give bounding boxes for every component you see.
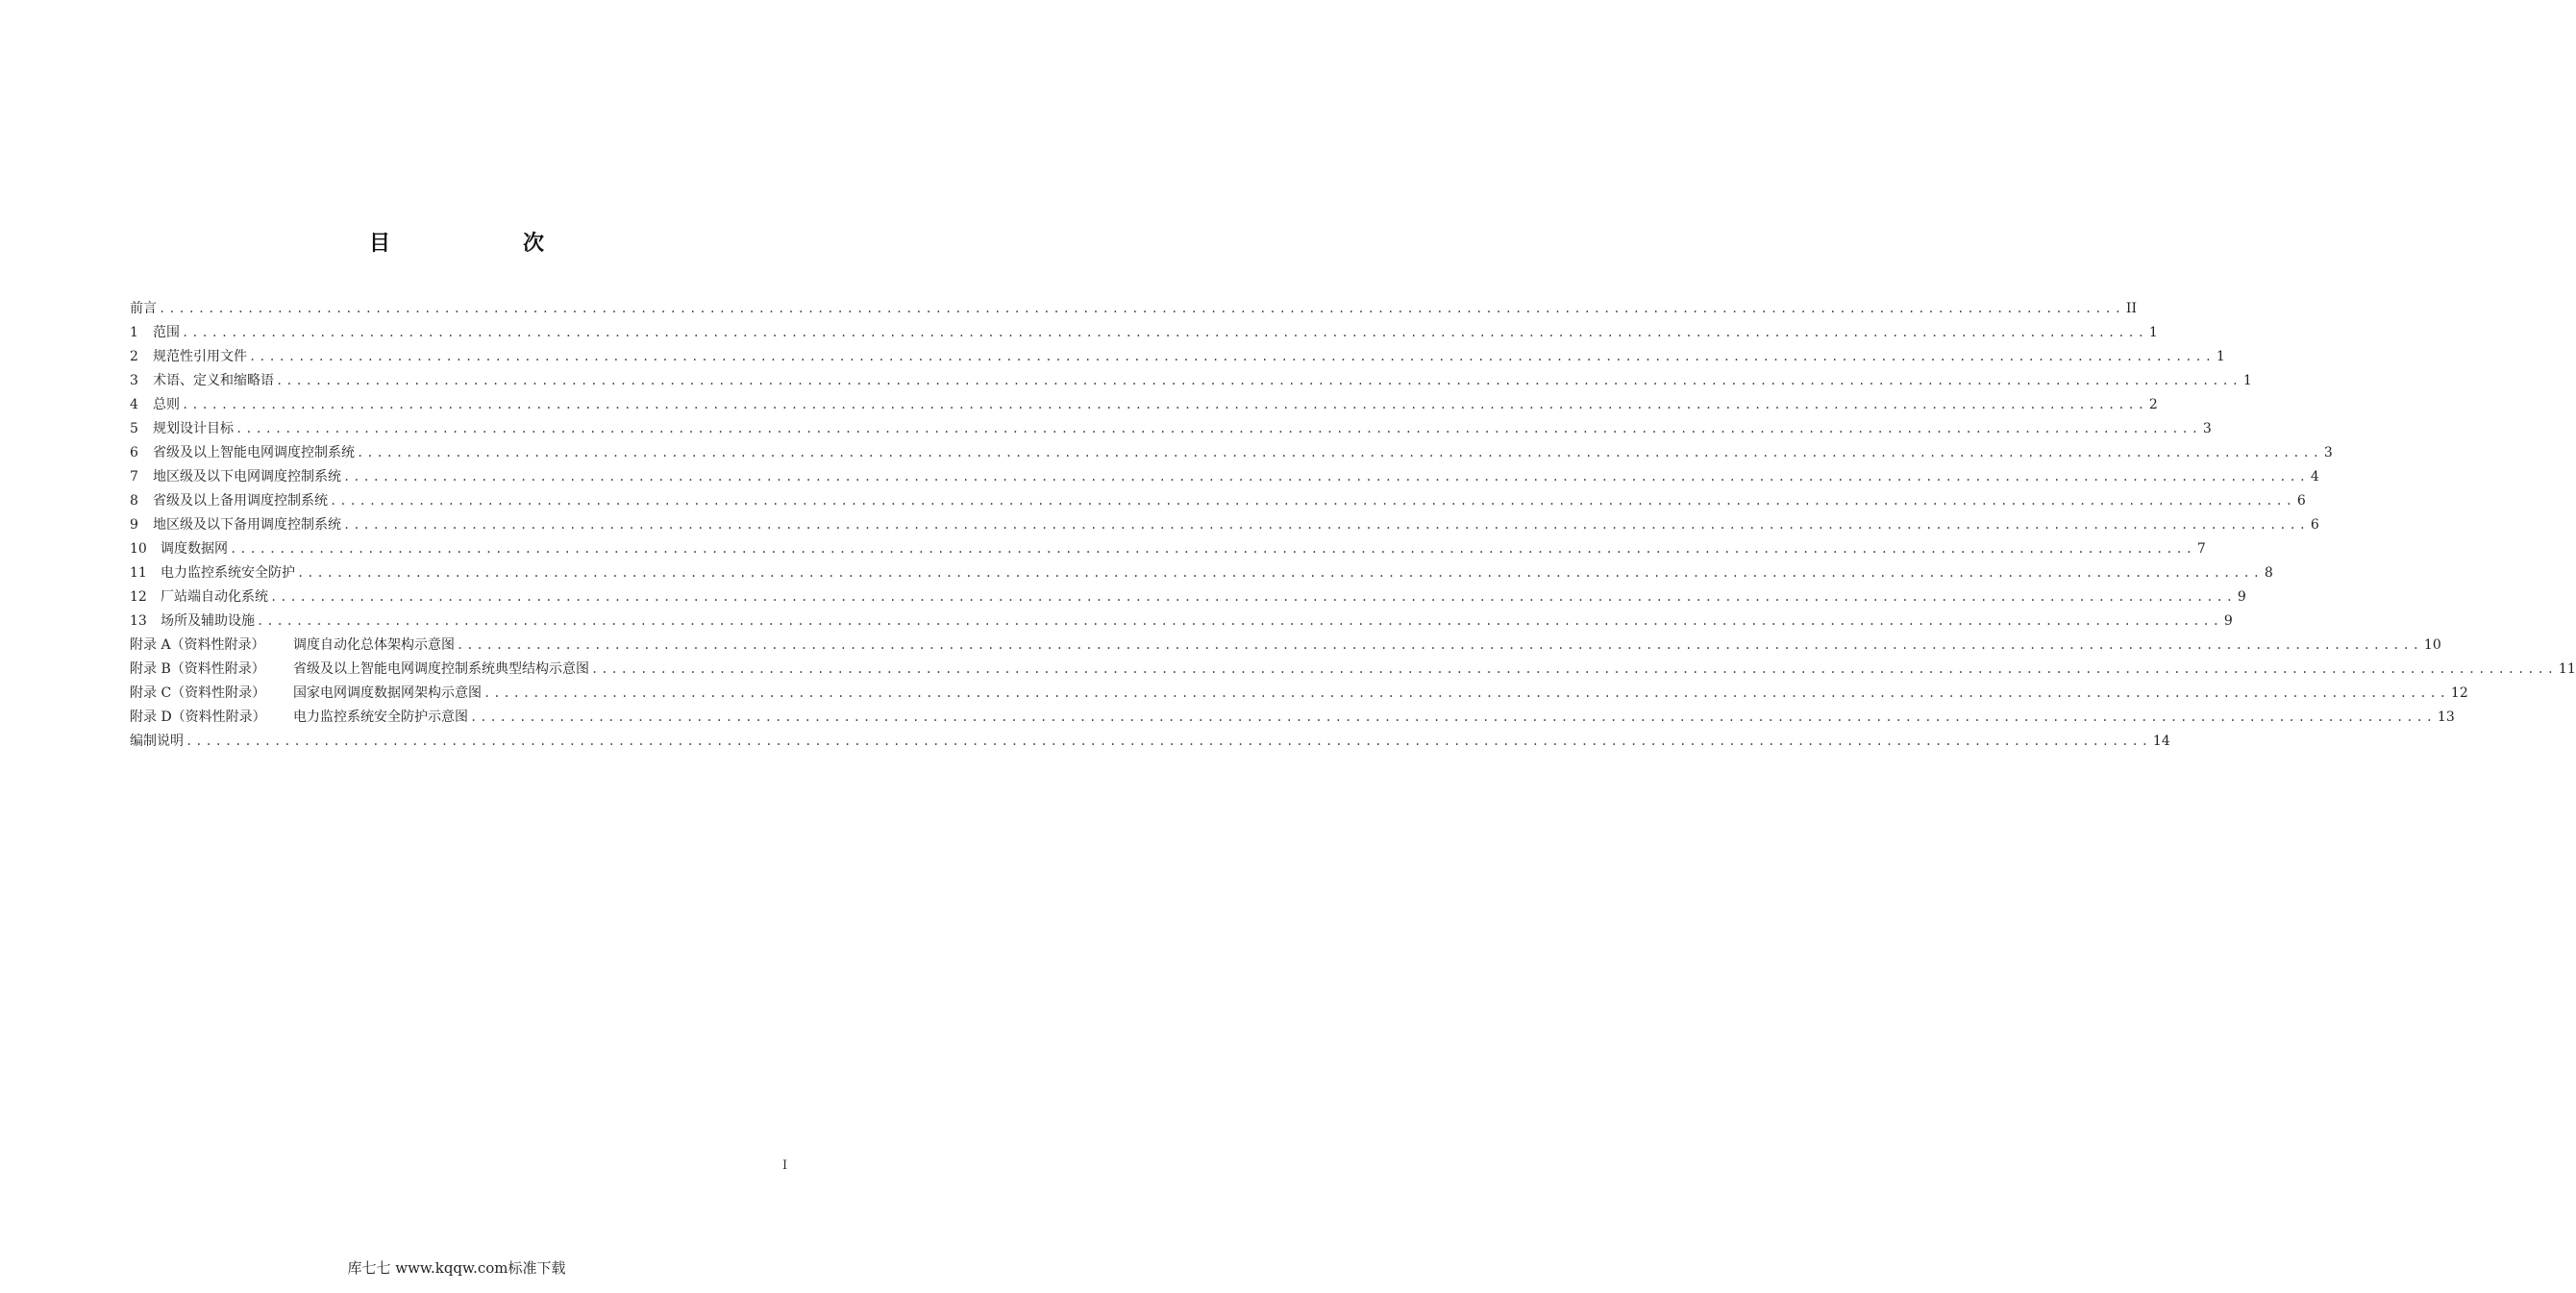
toc-entry-page: 1 xyxy=(2216,349,2225,364)
toc-entry-page: II xyxy=(2125,301,2137,316)
toc-leader-dots: ........................................................................................................................................................................................................ xyxy=(182,398,2147,411)
appendix-label: 省级及以上智能电网调度控制系统典型结构示意图 xyxy=(293,661,589,677)
toc-entry-label: 地区级及以下电网调度控制系统 xyxy=(153,469,341,485)
toc-entry-number: 11 xyxy=(130,565,147,581)
toc-entry-number: 13 xyxy=(130,613,147,629)
toc-entry[interactable] xyxy=(130,538,2206,562)
toc-entry-page: 14 xyxy=(2152,734,2170,749)
appendix-page: 13 xyxy=(2437,709,2455,725)
toc-leader-dots: ........................................................................................................................................................................................................ xyxy=(483,686,2449,700)
toc-entry[interactable] xyxy=(130,466,2319,490)
appendix-label: 国家电网调度数据网架构示意图 xyxy=(293,685,482,701)
toc-entry[interactable] xyxy=(130,562,2273,586)
toc-entry-number: 1 xyxy=(130,325,138,340)
toc-entry-page: 1 xyxy=(2148,325,2158,340)
appendix-prefix: 附录 B（资料性附录） xyxy=(130,661,265,677)
toc-entry-number: 10 xyxy=(130,541,147,557)
appendix-prefix: 附录 C（资料性附录） xyxy=(130,685,266,701)
toc-entry[interactable] xyxy=(130,322,2158,346)
toc-entry-number: 3 xyxy=(130,373,138,388)
toc-entry-page: 2 xyxy=(2148,397,2158,412)
toc-entry-page: 6 xyxy=(2310,517,2319,533)
toc-leader-dots: ........................................................................................................................................................................................................ xyxy=(457,638,2422,652)
toc-leader-dots: ........................................................................................................................................................................................................ xyxy=(182,326,2147,339)
page-title: 目 次 xyxy=(368,232,600,256)
toc-entry[interactable] xyxy=(130,659,2576,683)
toc-entry-page: 8 xyxy=(2264,565,2273,581)
toc-entry-label: 总则 xyxy=(153,397,180,412)
toc-entry[interactable] xyxy=(130,370,2252,394)
toc-leader-dots: ........................................................................................................................................................................................................ xyxy=(159,302,2124,315)
toc-entry[interactable] xyxy=(130,683,2468,707)
toc-leader-dots: ........................................................................................................................................................................................................ xyxy=(235,422,2201,435)
appendix-label: 电力监控系统安全防护示意图 xyxy=(293,709,468,725)
appendix-prefix: 附录 A（资料性附录） xyxy=(130,637,265,653)
toc-entry-label: 场所及辅助设施 xyxy=(161,613,255,629)
toc-entry[interactable] xyxy=(130,586,2246,610)
appendix-label: 调度自动化总体架构示意图 xyxy=(293,637,455,653)
table-of-contents xyxy=(130,298,2576,755)
toc-leader-dots: ........................................................................................................................................................................................................ xyxy=(186,734,2151,748)
toc-entry[interactable] xyxy=(130,394,2158,418)
toc-leader-dots: ........................................................................................................................................................................................................ xyxy=(270,590,2236,604)
appendix-prefix: 附录 D（资料性附录） xyxy=(130,709,266,725)
toc-entry[interactable] xyxy=(130,634,2441,659)
toc-entry-page: 9 xyxy=(2223,613,2233,629)
toc-entry-page: 4 xyxy=(2310,469,2319,485)
toc-entry-page: 1 xyxy=(2242,373,2252,388)
toc-entry[interactable] xyxy=(130,442,2333,466)
toc-entry[interactable] xyxy=(130,298,2137,322)
toc-entry-label: 规划设计目标 xyxy=(153,421,234,436)
toc-entry-page: 6 xyxy=(2296,493,2306,509)
appendix-page: 11 xyxy=(2558,661,2576,677)
toc-leader-dots: ........................................................................................................................................................................................................ xyxy=(357,446,2322,460)
toc-entry-label: 术语、定义和缩略语 xyxy=(153,373,274,388)
toc-leader-dots: ........................................................................................................................................................................................................ xyxy=(330,494,2295,508)
toc-leader-dots: ........................................................................................................................................................................................................ xyxy=(343,470,2309,484)
appendix-page: 12 xyxy=(2450,685,2468,701)
toc-entry[interactable] xyxy=(130,707,2455,731)
toc-leader-dots: ........................................................................................................................................................................................................ xyxy=(343,518,2309,532)
toc-entry-number: 8 xyxy=(130,493,138,509)
toc-entry-label: 范围 xyxy=(153,325,180,340)
toc-entry-page: 3 xyxy=(2202,421,2212,436)
toc-leader-dots: ........................................................................................................................................................................................................ xyxy=(591,662,2557,676)
toc-entry[interactable] xyxy=(130,418,2212,442)
toc-entry-label: 地区级及以下备用调度控制系统 xyxy=(153,517,341,533)
toc-entry-page: 7 xyxy=(2196,541,2206,557)
toc-entry-number: 9 xyxy=(130,517,138,533)
toc-leader-dots: ........................................................................................................................................................................................................ xyxy=(470,710,2436,724)
toc-entry-label: 电力监控系统安全防护 xyxy=(161,565,295,581)
toc-entry-label: 省级及以上备用调度控制系统 xyxy=(153,493,328,509)
toc-entry-page: 3 xyxy=(2323,445,2333,460)
toc-leader-dots: ........................................................................................................................................................................................................ xyxy=(257,614,2222,628)
toc-leader-dots: ........................................................................................................................................................................................................ xyxy=(230,542,2195,556)
toc-entry-number: 4 xyxy=(130,397,138,412)
toc-entry[interactable] xyxy=(130,514,2319,538)
toc-entry-number: 2 xyxy=(130,349,138,364)
toc-entry-label: 规范性引用文件 xyxy=(153,349,247,364)
toc-entry-label: 厂站端自动化系统 xyxy=(161,589,268,605)
toc-entry-number: 12 xyxy=(130,589,147,605)
toc-entry[interactable] xyxy=(130,731,2170,755)
toc-entry-number: 5 xyxy=(130,421,138,436)
page-number: I xyxy=(782,1158,788,1173)
toc-entry-number: 6 xyxy=(130,445,138,460)
toc-entry-label: 省级及以上智能电网调度控制系统 xyxy=(153,445,355,460)
toc-leader-dots: ........................................................................................................................................................................................................ xyxy=(276,374,2242,387)
toc-entry[interactable] xyxy=(130,490,2306,514)
toc-leader-dots: ........................................................................................................................................................................................................ xyxy=(249,350,2215,363)
appendix-page: 10 xyxy=(2423,637,2441,653)
footer-watermark: 库七七 www.kqqw.com标准下载 xyxy=(347,1259,566,1277)
toc-entry-number: 7 xyxy=(130,469,138,485)
toc-entry-label: 前言 xyxy=(130,301,157,316)
toc-entry[interactable] xyxy=(130,346,2225,370)
toc-entry-label: 调度数据网 xyxy=(161,541,228,557)
toc-entry-label: 编制说明 xyxy=(130,734,184,749)
toc-entry-page: 9 xyxy=(2237,589,2246,605)
toc-entry[interactable] xyxy=(130,610,2233,634)
toc-leader-dots: ........................................................................................................................................................................................................ xyxy=(297,566,2263,580)
